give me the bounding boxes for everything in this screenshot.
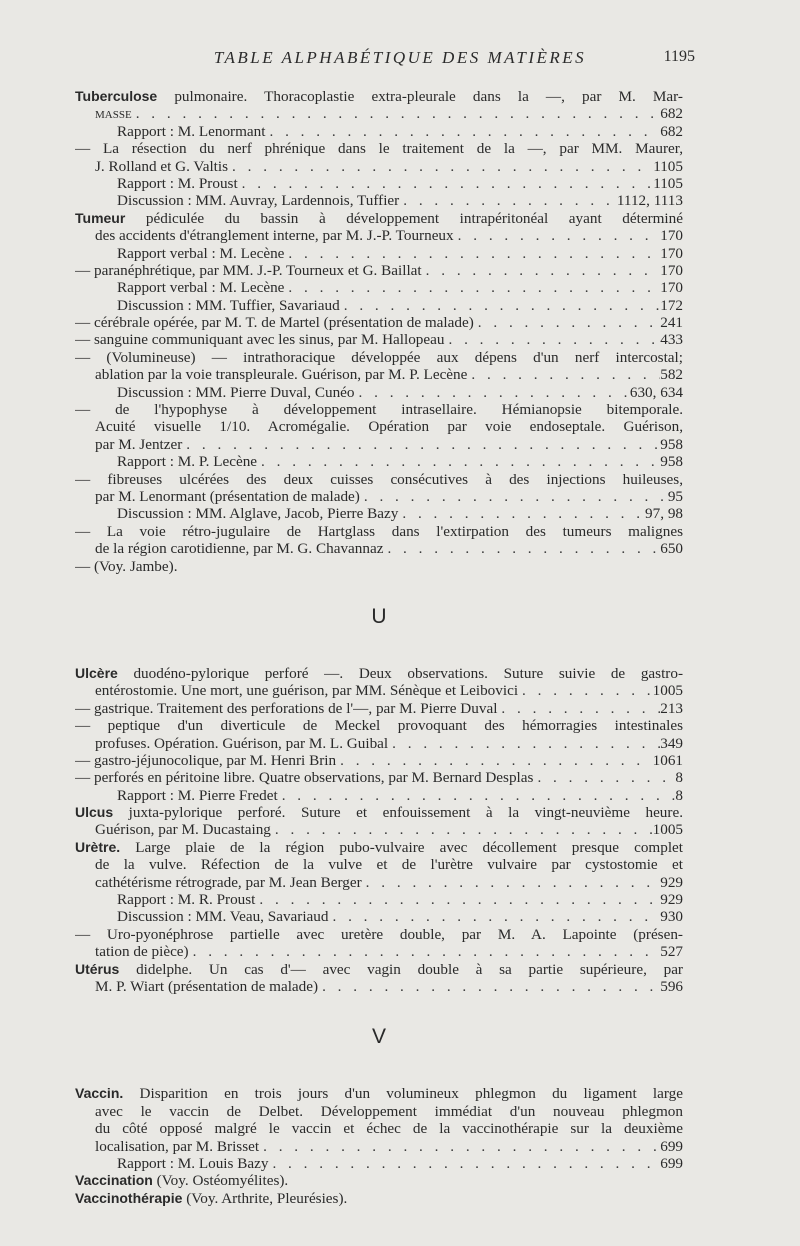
entry-text: — cérébrale opérée, par M. T. de Martel (présentation de malade) xyxy=(75,314,474,332)
entry-text: Guérison, par M. Ducastaing xyxy=(95,821,271,839)
page-ref: 8 xyxy=(675,786,683,804)
page-ref: 8 xyxy=(675,769,683,787)
entry-text: Rapport verbal : M. Lecène xyxy=(117,279,285,297)
page-ref: 1105 xyxy=(653,174,683,192)
entry-text: Acuité visuelle 1/10. Acromégalie. Opération par voie endoseptale. Guérison, xyxy=(95,418,683,436)
index-line xyxy=(75,700,683,717)
index-line xyxy=(75,874,683,891)
entry-text: (Voy. Ostéomyélites). xyxy=(152,1172,289,1190)
index-line xyxy=(75,717,683,734)
page-ref: 170 xyxy=(660,244,683,262)
index-line xyxy=(75,558,683,575)
entry-text: Rapport verbal : M. Lecène xyxy=(117,244,285,262)
leader-dots xyxy=(259,1138,660,1155)
leader-dots xyxy=(318,978,660,995)
entry-text: Rapport : M. Lenormant xyxy=(117,122,266,140)
index-line xyxy=(75,804,683,821)
entry-text: — La voie rétro-jugulaire de Hartglass dans l'extirpation des tumeurs malignes xyxy=(75,522,683,540)
entry-text: localisation, par M. Brisset xyxy=(95,1137,260,1155)
entry-text: par M. Jentzer xyxy=(95,435,183,453)
page-ref: 1112, 1113 xyxy=(616,192,683,210)
index-line xyxy=(75,735,683,752)
leader-dots xyxy=(238,175,654,192)
index-line xyxy=(75,856,683,873)
entry-text: (Voy. Arthrite, Pleurésies). xyxy=(182,1189,348,1207)
page-ref: 170 xyxy=(660,261,683,279)
page-ref: 170 xyxy=(660,227,683,245)
index-line xyxy=(75,787,683,804)
entry-tumeur xyxy=(75,210,683,575)
entry-text: Discussion : MM. Alglave, Jacob, Pierre Bazy xyxy=(117,505,399,523)
page-ref: 1061 xyxy=(652,751,683,769)
leader-dots xyxy=(228,158,653,175)
leader-dots xyxy=(189,943,661,960)
entry-keyword: Ulcus xyxy=(75,804,114,821)
entry-vaccinotherapie xyxy=(75,1190,683,1207)
leader-dots xyxy=(388,735,660,752)
entry-text: — (Voy. Jambe). xyxy=(75,557,178,575)
index-line xyxy=(75,471,683,488)
leader-dots xyxy=(383,540,660,557)
index-line xyxy=(75,140,683,157)
index-line xyxy=(75,192,683,209)
entry-text: — perforés en péritoine libre. Quatre observations, par M. Bernard Desplas xyxy=(75,769,534,787)
entry-text: Rapport : M. R. Proust xyxy=(117,891,256,909)
entry-text: — (Volumineuse) — intrathoracique développée aux dépens d'un nerf intercostal; xyxy=(75,348,683,366)
index-line xyxy=(75,366,683,383)
entry-text: pulmonaire. Thoracoplastie extra-pleurale dans la —, par M. Mar- xyxy=(157,88,683,105)
entry-ulcus xyxy=(75,804,683,839)
entry-text: — fibreuses ulcérées des deux cuisses consécutives à des injections huileuses, xyxy=(75,470,683,488)
page-ref: 1105 xyxy=(653,157,683,175)
entry-text: — peptique d'un diverticule de Meckel provoquant des hémorragies intestinales xyxy=(75,717,683,735)
index-line xyxy=(75,821,683,838)
leader-dots xyxy=(360,488,668,505)
page-ref: 95 xyxy=(667,487,683,505)
page-ref: 682 xyxy=(660,105,683,123)
page-ref: 929 xyxy=(660,873,683,891)
leader-dots xyxy=(398,505,645,522)
index-line xyxy=(75,418,683,435)
index-line xyxy=(75,523,683,540)
entry-text: juxta-pylorique perforé. Suture et enfouissement à la vingt-neuvième heure. xyxy=(113,804,683,822)
leader-dots xyxy=(182,436,660,453)
entry-text: du côté opposé malgré le vaccin et échec de la vaccinothérapie sur la deuxième xyxy=(95,1120,683,1138)
page-ref: 958 xyxy=(660,435,683,453)
entry-text: tation de pièce) xyxy=(95,943,189,961)
index-line xyxy=(75,1190,683,1207)
index-line xyxy=(75,943,683,960)
entry-vaccin xyxy=(75,1085,683,1172)
entry-text: — de l'hypophyse à développement intrasellaire. Hémianopsie bitemporale. xyxy=(75,401,683,419)
page-ref: 97, 98 xyxy=(645,505,683,523)
entry-text: cathétérisme rétrograde, par M. Jean Berger xyxy=(95,873,362,891)
index-line xyxy=(75,682,683,699)
index-line xyxy=(75,331,683,348)
entry-keyword: Urètre. xyxy=(75,838,121,855)
entry-text: Discussion : MM. Auvray, Lardennois, Tuffier xyxy=(117,192,400,210)
entry-text: J. Rolland et G. Valtis xyxy=(95,157,229,175)
page-ref: 1005 xyxy=(652,682,683,700)
index-line xyxy=(75,1120,683,1137)
leader-dots xyxy=(399,192,617,209)
entry-text: duodéno-pylorique perforé —. Deux observations. Suture suivie de gastro- xyxy=(117,664,683,682)
leader-dots xyxy=(497,700,660,717)
entry-keyword: Vaccinothérapie xyxy=(75,1189,183,1206)
entry-keyword: Utérus xyxy=(75,960,120,977)
page-ref: 958 xyxy=(660,453,683,471)
leader-dots xyxy=(257,453,660,470)
entry-text: — sanguine communiquant avec les sinus, par M. Hallopeau xyxy=(75,331,445,349)
page-ref: 699 xyxy=(660,1137,683,1155)
leader-dots xyxy=(533,769,675,786)
page-ref: 172 xyxy=(660,296,683,314)
page-ref: 433 xyxy=(660,331,683,349)
index-line xyxy=(75,891,683,908)
section-letter-v: V xyxy=(371,1025,386,1049)
leader-dots xyxy=(474,314,660,331)
entry-vaccination xyxy=(75,1172,683,1189)
page-ref: 1005 xyxy=(652,821,683,839)
entry-text: M. P. Wiart (présentation de malade) xyxy=(95,977,319,995)
leader-dots xyxy=(132,105,661,122)
leader-dots xyxy=(271,821,653,838)
index-line xyxy=(75,384,683,401)
entry-text: didelphe. Un cas d'— avec vagin double à sa partie supérieure, par xyxy=(119,960,683,978)
entry-text: avec le vaccin de Delbet. Développement immédiat d'un nouveau phlegmon xyxy=(95,1102,683,1120)
entry-text: des accidents d'étranglement interne, par M. J.-P. Tourneux xyxy=(95,227,454,245)
entry-text: Rapport : M. Louis Bazy xyxy=(117,1154,269,1172)
index-line xyxy=(75,769,683,786)
running-head-title: TABLE ALPHABÉTIQUE DES MATIÈRES xyxy=(213,48,587,67)
entry-tuberculose xyxy=(75,88,683,210)
index-line xyxy=(75,1103,683,1120)
entry-text: de la région carotidienne, par M. G. Chavannaz xyxy=(95,540,384,558)
leader-dots xyxy=(265,123,660,140)
page-ref: 630, 634 xyxy=(629,383,683,401)
entry-text: profuses. Opération. Guérison, par M. L. Guibal xyxy=(95,734,389,752)
index-line xyxy=(75,908,683,925)
index-line xyxy=(75,665,683,682)
page-ref: 682 xyxy=(660,122,683,140)
index-line xyxy=(75,752,683,769)
page-ref: 170 xyxy=(660,279,683,297)
page-ref: 596 xyxy=(660,977,683,995)
index-line xyxy=(75,1172,683,1189)
leader-dots xyxy=(340,297,661,314)
entry-text: Large plaie de la région pubo-vulvaire avec décollement presque complet xyxy=(120,838,683,856)
leader-dots xyxy=(284,279,660,296)
page-ref: 699 xyxy=(660,1154,683,1172)
index-line xyxy=(75,349,683,366)
entry-text: — paranéphrétique, par MM. J.-P. Tourneux et G. Baillat xyxy=(75,261,422,279)
index-line xyxy=(75,978,683,995)
index-line xyxy=(75,540,683,557)
page-ref: 241 xyxy=(660,314,683,332)
entry-text: Disparition en trois jours d'un volumineux phlegmon du ligament large xyxy=(123,1085,683,1103)
entry-keyword: Ulcère xyxy=(75,664,118,681)
entry-text: de la vulve. Réfection de la vulve et de l'urètre vulvaire par cystostomie et xyxy=(95,856,683,874)
leader-dots xyxy=(255,891,660,908)
leader-dots xyxy=(284,245,660,262)
index-line xyxy=(75,314,683,331)
entry-text: ablation par la voie transpleurale. Guérison, par M. P. Lecène xyxy=(95,366,468,384)
page-number: 1195 xyxy=(663,48,695,65)
index-line xyxy=(75,262,683,279)
leader-dots xyxy=(518,682,653,699)
entry-text: masse xyxy=(95,105,132,123)
index-line xyxy=(75,210,683,227)
entry-keyword: Vaccination xyxy=(75,1172,153,1189)
entry-text: entérostomie. Une mort, une guérison, par MM. Sénèque et Leibovici xyxy=(95,682,519,700)
index-line xyxy=(75,488,683,505)
entry-text: pédiculée du bassin à développement intrapéritonéal ayant déterminé xyxy=(125,209,683,227)
index-line xyxy=(75,105,683,122)
index-line xyxy=(75,227,683,244)
index-line xyxy=(75,1138,683,1155)
page-ref: 582 xyxy=(660,366,683,384)
leader-dots xyxy=(328,908,660,925)
leader-dots xyxy=(362,874,661,891)
leader-dots xyxy=(444,331,660,348)
index-line xyxy=(75,839,683,856)
index-line xyxy=(75,926,683,943)
leader-dots xyxy=(454,227,661,244)
index-line xyxy=(75,158,683,175)
index-line xyxy=(75,279,683,296)
entry-keyword: Vaccin. xyxy=(75,1085,124,1102)
entry-text: — gastrique. Traitement des perforations de l'—, par M. Pierre Duval xyxy=(75,699,498,717)
index-line xyxy=(75,88,683,105)
entry-text: Discussion : MM. Pierre Duval, Cunéo xyxy=(117,383,355,401)
index-line xyxy=(75,961,683,978)
leader-dots xyxy=(336,752,653,769)
page-ref: 929 xyxy=(660,891,683,909)
entry-uretre xyxy=(75,839,683,961)
entry-text: Discussion : MM. Tuffier, Savariaud xyxy=(117,296,340,314)
index-line xyxy=(75,453,683,470)
index-line xyxy=(75,1085,683,1102)
page-ref: 650 xyxy=(660,540,683,558)
entry-text: — La résection du nerf phrénique dans le traitement de la —, par MM. Maurer, xyxy=(75,140,683,158)
index-line xyxy=(75,123,683,140)
leader-dots xyxy=(268,1155,660,1172)
entry-text: — gastro-jéjunocolique, par M. Henri Brin xyxy=(75,751,337,769)
index-content xyxy=(75,88,683,1207)
leader-dots xyxy=(467,366,660,383)
index-line xyxy=(75,1155,683,1172)
entry-text: Discussion : MM. Veau, Savariaud xyxy=(117,908,329,926)
page-ref: 930 xyxy=(660,908,683,926)
entry-text: — Uro-pyonéphrose partielle avec uretère double, par M. A. Lapointe (présen- xyxy=(75,925,683,943)
entry-text: Rapport : M. Pierre Fredet xyxy=(117,786,278,804)
leader-dots xyxy=(355,384,630,401)
entry-keyword: Tumeur xyxy=(75,209,126,226)
running-head xyxy=(0,46,800,70)
entry-text: Rapport : M. Proust xyxy=(117,174,238,192)
index-line xyxy=(75,175,683,192)
entry-text: Rapport : M. P. Lecène xyxy=(117,453,258,471)
section-letter-u: U xyxy=(371,604,387,628)
entry-uterus xyxy=(75,961,683,996)
index-line xyxy=(75,505,683,522)
index-line xyxy=(75,401,683,418)
page-ref: 349 xyxy=(660,734,683,752)
page-ref: 213 xyxy=(660,699,683,717)
entry-keyword: Tuberculose xyxy=(75,88,158,104)
leader-dots xyxy=(422,262,661,279)
index-line xyxy=(75,245,683,262)
page-ref: 527 xyxy=(660,943,683,961)
entry-text: par M. Lenormant (présentation de malade) xyxy=(95,487,360,505)
leader-dots xyxy=(278,787,676,804)
index-line xyxy=(75,436,683,453)
entry-ulcere xyxy=(75,665,683,804)
index-line xyxy=(75,297,683,314)
